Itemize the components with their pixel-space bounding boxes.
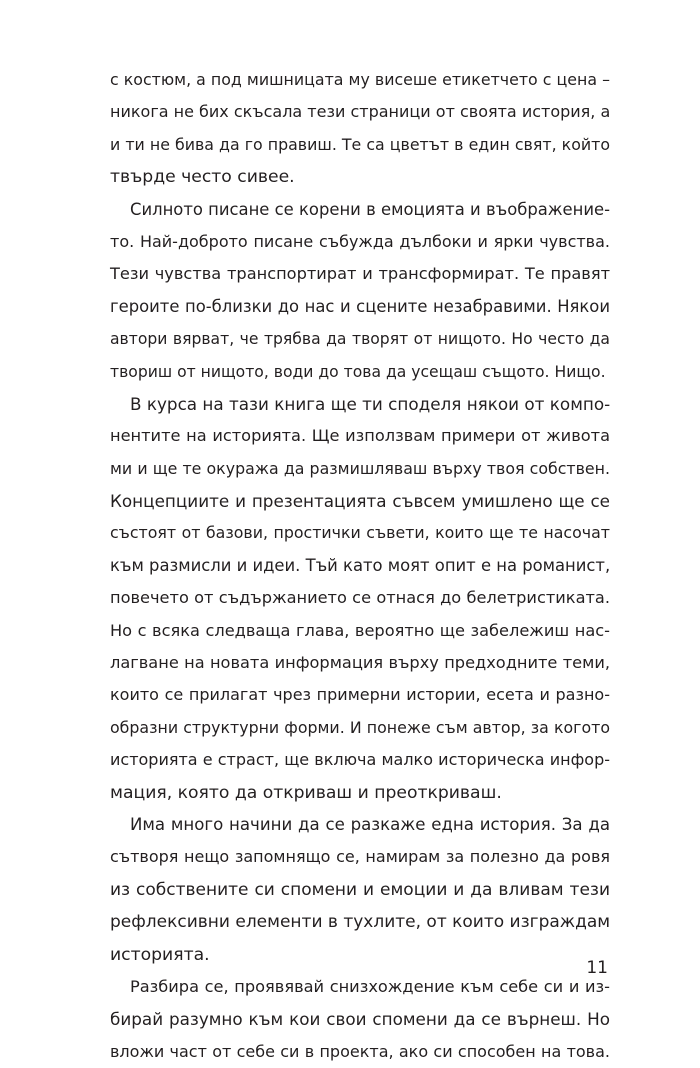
text-line: автори вярват, че трябва да творят от нищото. Но често да <box>110 330 610 349</box>
text-line: мация, която да откриваш и преоткриваш. <box>110 782 502 803</box>
text-line: историята. <box>110 944 210 965</box>
text-line: Концепциите и презентацията съвсем умишлено ще се <box>110 491 610 512</box>
text-line: Има много начини да се разкаже една история. За да <box>130 814 610 834</box>
text-line: и ти не бива да го правиш. Те са цветът в един свят, който <box>110 134 610 154</box>
text-line: Тези чувства транспортират и трансформират. Те правят <box>110 264 610 284</box>
text-line: повечето от съдържанието се отнася до белетристиката. <box>110 588 610 608</box>
body-text <box>110 64 610 1068</box>
text-line: ми и ще те окуража да размишляваш върху твоя собствен. <box>110 458 610 478</box>
text-line: с костюм, а под мишницата му висеше етикетчето с цена – <box>110 70 610 89</box>
text-line: рефлексивни елементи в тухлите, от които изграждам <box>110 912 611 933</box>
text-line: Но с всяка следваща глава, вероятно ще забележиш нас- <box>110 620 610 640</box>
text-line: никога не бих скъсала тези страници от своята история, а <box>110 102 611 122</box>
text-line: твърде често сивее. <box>110 167 295 188</box>
text-line: В курса на тази книга ще ти споделя някои от компо- <box>130 393 611 414</box>
text-line: историята е страст, ще включа малко историческа инфор- <box>110 750 610 770</box>
text-line: състоят от базови, простички съвети, които ще те насочат <box>110 523 610 543</box>
text-line: нентите на историята. Ще използвам примери от живота <box>110 426 610 446</box>
text-line: образни структурни форми. И понеже съм автор, за когото <box>110 717 610 737</box>
text-line: които се прилагат чрез примерни истории, есета и разно- <box>110 685 610 705</box>
text-line: Разбира се, проявявай снизхождение към себе си и из- <box>130 976 610 996</box>
page-number: 11 <box>586 958 608 978</box>
text-line: то. Най-доброто писане събужда дълбоки и ярки чувства. <box>110 231 610 251</box>
text-line: твориш от нищото, води до това да усещаш същото. Нищо. <box>110 362 606 381</box>
text-line: Силното писане се корени в емоцията и въображение- <box>130 199 610 219</box>
text-line: вложи част от себе си в проекта, ако си способен на това. <box>110 1041 610 1061</box>
text-line: към размисли и идеи. Тъй като моят опит е на романист, <box>110 555 611 575</box>
text-line: бирай разумно към кои свои спомени да се върнеш. Но <box>110 1009 610 1030</box>
text-line: из собствените си спомени и емоции и да вливам тези <box>110 879 610 900</box>
text-line: лагване на новата информация върху предходните теми, <box>110 653 610 673</box>
text-line: сътворя нещо запомнящо се, намирам за полезно да ровя <box>110 847 610 867</box>
text-line: героите по-близки до нас и сцените незабравими. Някои <box>110 296 610 316</box>
